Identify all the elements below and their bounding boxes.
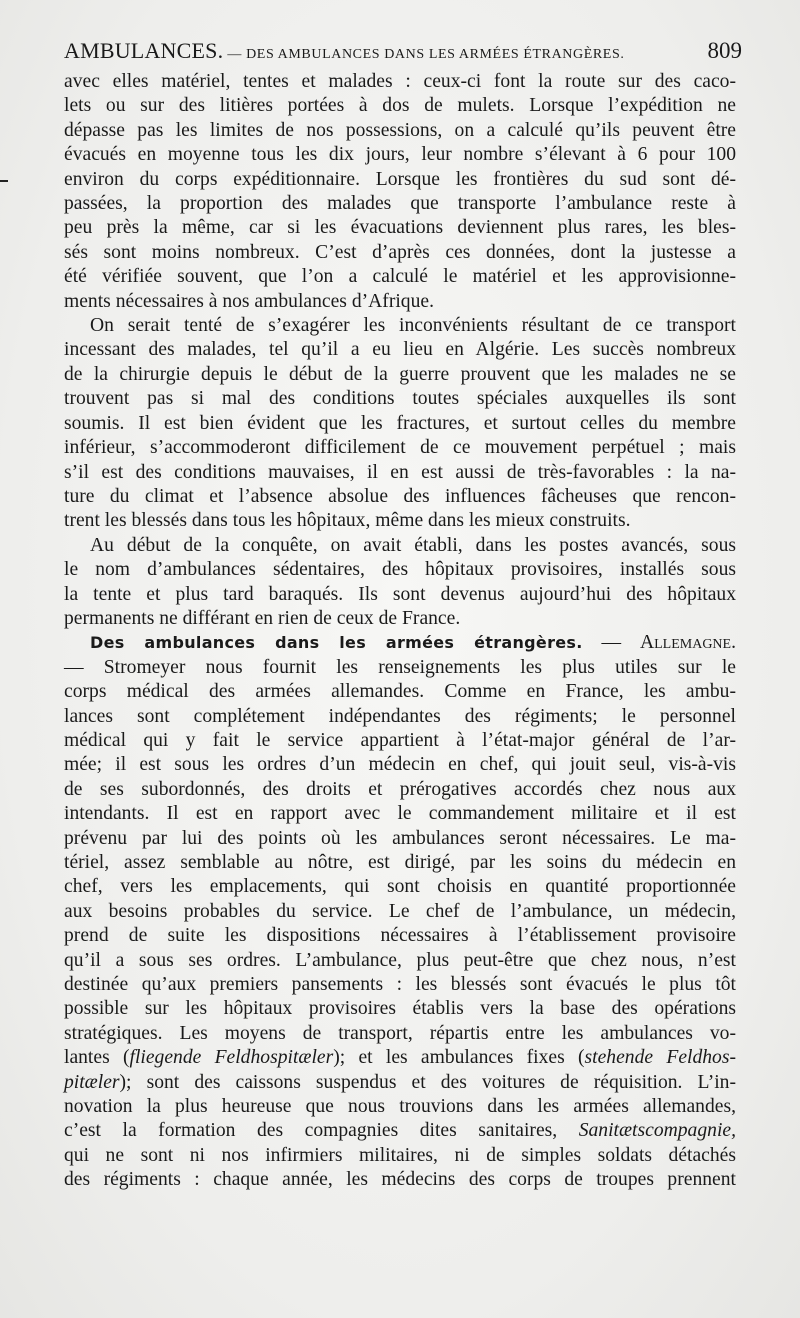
header-title-main: AMBULANCES. bbox=[64, 38, 224, 63]
italic-term: Sanitætscompagnie, bbox=[578, 1120, 736, 1142]
text-line: des régiments : chaque année, les médecins des corps de troupes prennent bbox=[64, 1169, 736, 1191]
italic-term: fliegende Feldhospitæler bbox=[129, 1047, 334, 1069]
text-line: qu’il a sous ses ordres. L’ambulance, plus peut-être que chez nous, n’est bbox=[64, 949, 736, 971]
text-line: permanents ne différant en rien de ceux de France. bbox=[64, 607, 461, 629]
text-line: évacués en moyenne tous les dix jours, leur nombre s’élevant à 6 pour 100 bbox=[64, 144, 736, 166]
text-line: On serait tenté de s’exagérer les inconvénients résultant de ce transport bbox=[90, 315, 736, 337]
text-line bbox=[64, 1046, 736, 1070]
text-line: trent les blessés dans tous les hôpitaux, même dans les mieux construits. bbox=[64, 510, 631, 532]
text-line: novation la plus heureuse que nous trouvions dans les armées allemandes, bbox=[64, 1096, 736, 1118]
header-title-sub: DES AMBULANCES DANS LES ARMÉES ÉTRANGÈRES. bbox=[246, 47, 625, 62]
text-line: la tente et plus tard baraqués. Ils sont devenus aujourd’hui des hôpitaux bbox=[64, 583, 736, 605]
text-line: Au début de la conquête, on avait établi, dans les postes avancés, sous bbox=[90, 534, 736, 556]
text-line: ments nécessaires à nos ambulances d’Afrique. bbox=[64, 290, 434, 312]
text-fragment: ); et les ambulances fixes ( bbox=[333, 1047, 585, 1069]
running-header bbox=[64, 38, 742, 64]
text-line: avec elles matériel, tentes et malades : ceux-ci font la route sur des caco- bbox=[64, 71, 736, 92]
text-line: environ du corps expéditionnaire. Lorsque les frontières du sud sont dé- bbox=[64, 168, 736, 190]
text-line: inférieur, s’accommoderont difficilement de ce mouvement perpétuel ; mais bbox=[64, 437, 736, 459]
section-heading: Des ambulances dans les armées étrangères. bbox=[90, 633, 583, 653]
text-line: de la chirurgie depuis le début de la guerre prouvent que les malades ne se bbox=[64, 363, 736, 385]
italic-term: pitæler bbox=[64, 1071, 120, 1093]
text-line: possible sur les hôpitaux provisoires établis vers la base des opérations bbox=[64, 998, 736, 1020]
text-line: le nom d’ambulances sédentaires, des hôpitaux provisoires, installés sous bbox=[64, 559, 736, 581]
text-fragment: ); sont des caissons suspendus et des voitures de réquisition. L’in- bbox=[119, 1071, 736, 1093]
text-line: aux besoins probables du service. Le chef de l’ambulance, un médecin, bbox=[64, 900, 736, 922]
section-dash: — bbox=[582, 632, 640, 654]
page-number: 809 bbox=[707, 38, 742, 63]
text-line: trouvent pas si mal des conditions toutes spéciales auxquelles ils sont bbox=[64, 388, 736, 410]
text-line: prend de suite les dispositions nécessaires à l’établissement provisoire bbox=[64, 925, 736, 947]
text-line: intendants. Il est en rapport avec le commandement militaire et il est bbox=[64, 803, 736, 825]
text-line: prévenu par lui des points où les ambulances seront nécessaires. Le ma- bbox=[64, 827, 736, 849]
text-line: été vérifiée souvent, que l’on a calculé le matériel et les approvisionne- bbox=[64, 266, 736, 288]
text-line bbox=[64, 1119, 736, 1143]
header-separator: — bbox=[223, 47, 247, 62]
margin-mark bbox=[0, 180, 8, 182]
text-line: lances sont complétement indépendantes des régiments; le personnel bbox=[64, 705, 736, 727]
text-line: médical qui y fait le service appartient à l’état-major général de l’ar- bbox=[64, 729, 736, 751]
text-line: tériel, assez semblable au nôtre, est dirigé, par les soins du médecin en bbox=[64, 852, 736, 873]
text-line: soumis. Il est bien évident que les fractures, et surtout celles du membre bbox=[64, 412, 736, 434]
text-line: s’il est des conditions mauvaises, il en est aussi de très-favorables : la na- bbox=[64, 461, 736, 483]
text-line: passées, la proportion des malades que transporte l’ambulance reste à bbox=[64, 193, 736, 215]
text-line: stratégiques. Les moyens de transport, répartis entre les ambulances vo- bbox=[64, 1022, 736, 1044]
section-subheading: Allemagne. bbox=[639, 632, 736, 654]
italic-term: stehende Feldhos- bbox=[584, 1047, 736, 1069]
text-line: qui ne sont ni nos infirmiers militaires, ni de simples soldats détachés bbox=[64, 1144, 736, 1166]
text-line: lets ou sur des litières portées à dos de mulets. Lorsque l’expédition ne bbox=[64, 95, 736, 117]
text-line: ture du climat et l’absence absolue des influences fâcheuses que rencon- bbox=[64, 485, 736, 507]
text-line: de ses subordonnés, des droits et prérogatives accordés chez nous aux bbox=[64, 778, 736, 800]
text-line: mée; il est sous les ordres d’un médecin en chef, qui jouit seul, vis-à-vis bbox=[64, 754, 736, 776]
text-line: sés sont moins nombreux. C’est d’après ces données, dont la justesse a bbox=[64, 241, 736, 263]
text-fragment: c’est la formation des compagnies dites sanitaires, bbox=[64, 1120, 579, 1142]
text-line: peu près la même, car si les évacuations deviennent plus rares, les bles- bbox=[64, 217, 736, 239]
header-title bbox=[64, 38, 624, 64]
text-line: incessant des malades, tel qu’il a eu lieu en Algérie. Les succès nombreux bbox=[64, 339, 736, 361]
text-line bbox=[64, 1071, 736, 1095]
text-line: dépasse pas les limites de nos possessions, on a calculé qu’ils peuvent être bbox=[64, 119, 736, 141]
text-fragment: lantes ( bbox=[64, 1047, 130, 1069]
text-line: — Stromeyer nous fournit les renseignements les plus utiles sur le bbox=[64, 656, 736, 678]
text-line: chef, vers les emplacements, qui sont choisis en quantité proportionnée bbox=[64, 876, 736, 898]
text-line: corps médical des armées allemandes. Comme en France, les ambu- bbox=[64, 681, 736, 703]
body-text bbox=[64, 70, 736, 1193]
section-heading-line bbox=[64, 631, 736, 655]
text-line: destinée qu’aux premiers pansements : les blessés sont évacués le plus tôt bbox=[64, 974, 736, 996]
